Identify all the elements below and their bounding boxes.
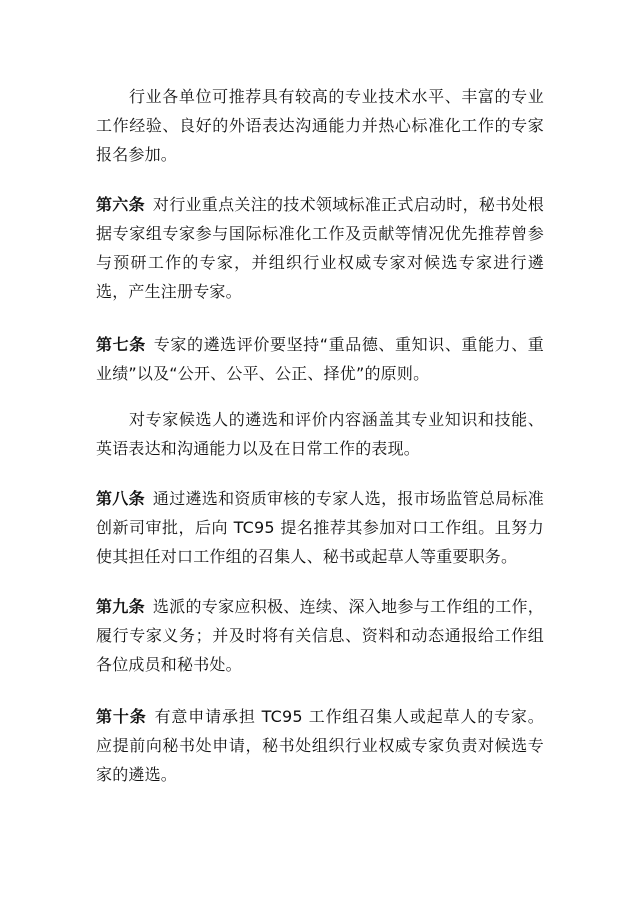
article-10 (96, 702, 544, 789)
article-9 (96, 592, 544, 679)
article-9-text: 选派的专家应积极、连续、深入地参与工作组的工作，履行专家义务；并及时将有关信息、资料和动态通报给工作组各位成员和秘书处。 (96, 597, 544, 674)
article-7-text: 专家的遴选评价要坚持“重品德、重知识、重能力、重业绩”以及“公开、公平、公正、择优”的原则。 (96, 335, 544, 383)
paragraph-text: 对专家候选人的遴选和评价内容涵盖其专业知识和技能、英语表达和沟通能力以及在日常工作的表现。 (96, 410, 544, 458)
article-10-text: 有意申请承担 TC95 工作组召集人或起草人的专家。应提前向秘书处申请，秘书处组织行业权威专家负责对候选专家的遴选。 (96, 707, 544, 784)
article-8 (96, 484, 544, 571)
article-10-title: 第十条 (96, 707, 147, 726)
article-8-text: 通过遴选和资质审核的专家人选，报市场监管总局标准创新司审批，后向 TC95 提名推荐其参加对口工作组。且努力使其担任对口工作组的召集人、秘书或起草人等重要职务。 (96, 489, 544, 566)
article-7-title: 第七条 (96, 335, 146, 354)
paragraph-evaluation-scope (96, 405, 544, 463)
article-8-title: 第八条 (96, 489, 145, 508)
paragraph-nomination (96, 82, 544, 169)
article-6 (96, 190, 544, 306)
article-6-text: 对行业重点关注的技术领域标准正式启动时，秘书处根据专家组专家参与国际标准化工作及贡献等情况优先推荐曾参与预研工作的专家，并组织行业权威专家对候选专家进行遴选，产生注册专家。 (96, 195, 544, 301)
article-6-title: 第六条 (96, 195, 145, 214)
article-7 (96, 330, 544, 388)
article-9-title: 第九条 (96, 597, 145, 616)
paragraph-text: 行业各单位可推荐具有较高的专业技术水平、丰富的专业工作经验、良好的外语表达沟通能力并热心标准化工作的专家报名参加。 (96, 87, 544, 164)
